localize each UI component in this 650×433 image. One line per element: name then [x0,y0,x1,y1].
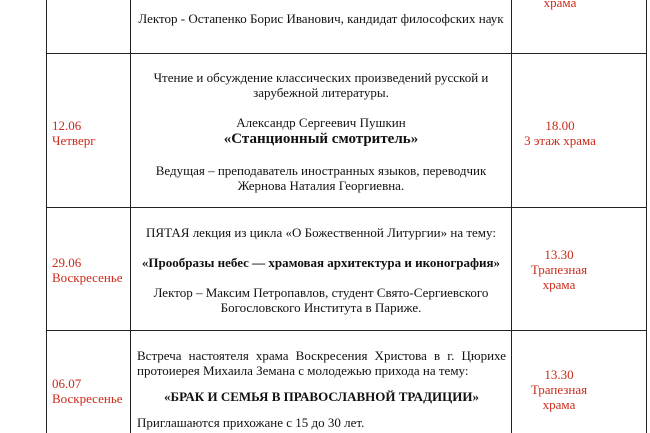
event-location: Трапезная храма [530,262,588,292]
event-place [513,118,607,148]
event-place [524,367,594,412]
event-time: 13.30 [544,367,574,382]
event-topic: Чтение и обсуждение классических произведений русской и зарубежной литературы. [153,70,489,100]
event-time: 18.00 [545,118,575,133]
event-weekday: Воскресенье [52,270,123,285]
event-description [131,225,511,315]
event-place: храма [543,0,577,10]
event-place [524,247,594,292]
table-row-divider [46,53,647,54]
event-location: Трапезная храма [530,382,588,412]
table-column-divider [130,0,131,433]
event-weekday: Воскресенье [52,391,123,406]
event-date-value: 29.06 [52,255,82,270]
event-date [52,118,130,148]
table-row-divider [46,330,647,331]
event-date-value: 12.06 [52,118,82,133]
table-row-divider [46,207,647,208]
lecturer-line: Лектор - Остапенко Борис Иванович, кандидат философских наук [138,11,504,26]
event-time: 13.30 [544,247,574,262]
lecturer-line: Ведущая – преподаватель иностранных языков, переводчик Жернова Наталия Георгиевна. [155,163,487,193]
event-description [137,348,506,430]
table-border-right [646,0,647,433]
event-date-value: 06.07 [52,376,82,391]
event-title: «БРАК И СЕМЬЯ В ПРАВОСЛАВНОЙ ТРАДИЦИИ» [164,389,479,404]
event-topic: ПЯТАЯ лекция из цикла «О Божественной Литургии» на тему: [146,225,496,240]
lecturer-line: Лектор – Максим Петропавлов, студент Свято-Сергиевского Богословского Института в Париже. [153,285,489,315]
table-border-left [46,0,47,433]
event-title: «Станционный смотритель» [223,131,419,147]
table-column-divider [511,0,512,433]
event-date [52,376,130,406]
event-description [136,11,506,26]
event-note: Приглашаются прихожане с 15 до 30 лет. [137,415,365,430]
event-title: «Прообразы небес — храмовая архитектура и иконография» [141,255,501,270]
event-date [52,255,130,285]
event-description [131,70,511,193]
event-topic: Встреча настоятеля храма Воскресения Христова в г. Цюрихе протоиерея Михаила Земана с молодежью прихода на тему: [137,348,506,378]
event-location: 3 этаж храма [524,133,596,148]
event-weekday: Четверг [52,133,96,148]
event-author: Александр Сергеевич Пушкин [236,115,406,130]
